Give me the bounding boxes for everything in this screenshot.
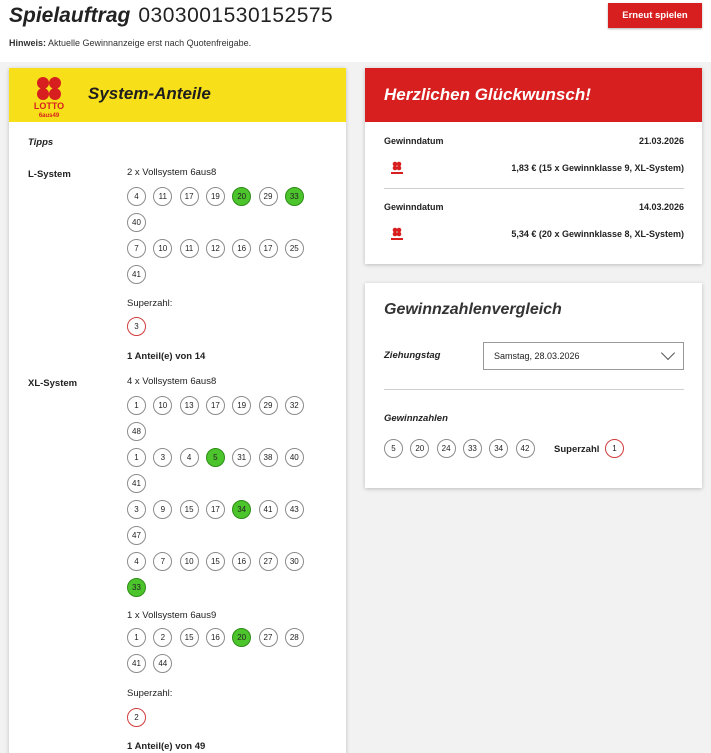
comparison-title: Gewinnzahlenvergleich <box>384 301 562 318</box>
number-ball: 16 <box>232 552 251 571</box>
number-ball: 44 <box>153 654 172 673</box>
number-ball: 30 <box>285 552 304 571</box>
number-ball: 20 <box>232 187 251 206</box>
number-ball: 38 <box>259 448 278 467</box>
xl-system-label: XL-System <box>28 378 78 389</box>
winning-number-ball: 42 <box>516 439 535 458</box>
number-ball: 17 <box>206 500 225 519</box>
number-ball: 3 <box>127 500 146 519</box>
number-ball: 7 <box>127 239 146 258</box>
number-ball: 41 <box>259 500 278 519</box>
number-ball: 29 <box>259 187 278 206</box>
number-ball: 4 <box>127 552 146 571</box>
xl-superzahl-label: Superzahl: <box>127 688 173 699</box>
number-ball: 17 <box>206 396 225 415</box>
number-ball: 25 <box>285 239 304 258</box>
number-ball: 1 <box>127 448 146 467</box>
logo-text: LOTTO <box>33 101 65 111</box>
replay-button[interactable]: Erneut spielen <box>608 3 702 28</box>
number-ball: 33 <box>127 578 146 597</box>
number-ball: 47 <box>127 526 146 545</box>
number-ball: 31 <box>232 448 251 467</box>
number-ball: 40 <box>285 448 304 467</box>
number-ball: 20 <box>232 628 251 647</box>
number-ball: 11 <box>153 187 172 206</box>
number-ball: 43 <box>285 500 304 519</box>
divider <box>384 188 684 189</box>
win-date-label: Gewinndatum <box>384 136 444 146</box>
number-ball: 10 <box>180 552 199 571</box>
divider <box>384 389 684 390</box>
superzahl-label: Superzahl <box>554 444 600 455</box>
winning-superzahl-ball: 1 <box>605 439 624 458</box>
system-card-title: System-Anteile <box>88 84 211 103</box>
congrats-card <box>365 68 702 264</box>
number-ball: 15 <box>180 500 199 519</box>
number-ball: 1 <box>127 628 146 647</box>
number-ball: 41 <box>127 265 146 284</box>
l-superzahl-ball: 3 <box>127 317 146 336</box>
number-ball: 29 <box>259 396 278 415</box>
number-ball: 1 <box>127 396 146 415</box>
number-ball: 3 <box>153 448 172 467</box>
congrats-header <box>365 68 702 122</box>
draw-day-label: Ziehungstag <box>384 350 441 361</box>
win-entry <box>384 202 684 247</box>
hint-message: Aktuelle Gewinnanzeige erst nach Quotenfreigabe. <box>46 38 252 48</box>
number-ball: 15 <box>206 552 225 571</box>
winning-number-ball: 20 <box>410 439 429 458</box>
number-ball: 13 <box>180 396 199 415</box>
number-ball: 16 <box>232 239 251 258</box>
tipps-label: Tipps <box>28 137 54 148</box>
number-ball: 5 <box>206 448 225 467</box>
system-card-header <box>9 68 346 122</box>
number-ball: 12 <box>206 239 225 258</box>
draw-day-value: Samstag, 28.03.2026 <box>494 351 580 361</box>
l-system-label: L-System <box>28 169 71 180</box>
win-date-label: Gewinndatum <box>384 202 444 212</box>
number-ball: 10 <box>153 239 172 258</box>
number-ball: 9 <box>153 500 172 519</box>
number-ball: 19 <box>232 396 251 415</box>
number-ball: 17 <box>180 187 199 206</box>
number-ball: 4 <box>127 187 146 206</box>
number-ball: 4 <box>180 448 199 467</box>
lotto-mini-icon <box>389 160 405 176</box>
lotto-mini-icon <box>389 226 405 242</box>
congrats-title: Herzlichen Glückwunsch! <box>384 85 591 104</box>
number-ball: 41 <box>127 654 146 673</box>
number-ball: 48 <box>127 422 146 441</box>
l-system-desc: 2 x Vollsystem 6aus8 <box>127 167 217 178</box>
order-number: 0303001530152575 <box>138 4 334 27</box>
number-ball: 28 <box>285 628 304 647</box>
win-date: 14.03.2026 <box>638 202 684 212</box>
number-ball: 27 <box>259 628 278 647</box>
xl-superzahl-ball: 2 <box>127 708 146 727</box>
chevron-down-icon <box>661 346 675 360</box>
winning-number-ball: 33 <box>463 439 482 458</box>
number-ball: 15 <box>180 628 199 647</box>
page-title <box>9 4 333 28</box>
comparison-card <box>365 283 702 488</box>
top-bar <box>0 0 711 62</box>
page-title-text: Spielauftrag <box>9 4 131 27</box>
winning-number-ball: 24 <box>437 439 456 458</box>
number-ball: 17 <box>259 239 278 258</box>
logo-sub: 6aus49 <box>38 113 60 118</box>
number-ball: 11 <box>180 239 199 258</box>
draw-day-select[interactable] <box>483 342 684 370</box>
lotto-logo-icon <box>29 72 69 118</box>
l-system-shares: 1 Anteil(e) von 14 <box>127 351 206 362</box>
win-amount: 5,34 € (20 x Gewinnklasse 8, XL-System) <box>511 229 684 239</box>
number-ball: 2 <box>153 628 172 647</box>
win-entry <box>384 136 684 181</box>
number-ball: 19 <box>206 187 225 206</box>
hint-text <box>9 38 251 48</box>
hint-label: Hinweis: <box>9 38 47 48</box>
number-ball: 34 <box>232 500 251 519</box>
number-ball: 41 <box>127 474 146 493</box>
win-date: 21.03.2026 <box>638 136 684 146</box>
xl-system-desc-2: 1 x Vollsystem 6aus9 <box>127 610 217 621</box>
number-ball: 27 <box>259 552 278 571</box>
number-ball: 33 <box>285 187 304 206</box>
xl-system-desc: 4 x Vollsystem 6aus8 <box>127 376 217 387</box>
winning-numbers-label: Gewinnzahlen <box>384 413 448 424</box>
system-shares-card <box>9 68 346 753</box>
win-amount: 1,83 € (15 x Gewinnklasse 9, XL-System) <box>511 163 684 173</box>
xl-system-shares: 1 Anteil(e) von 49 <box>127 741 206 752</box>
number-ball: 16 <box>206 628 225 647</box>
winning-number-ball: 34 <box>489 439 508 458</box>
number-ball: 10 <box>153 396 172 415</box>
l-superzahl-label: Superzahl: <box>127 298 173 309</box>
number-ball: 32 <box>285 396 304 415</box>
number-ball: 40 <box>127 213 146 232</box>
winning-number-ball: 5 <box>384 439 403 458</box>
number-ball: 7 <box>153 552 172 571</box>
